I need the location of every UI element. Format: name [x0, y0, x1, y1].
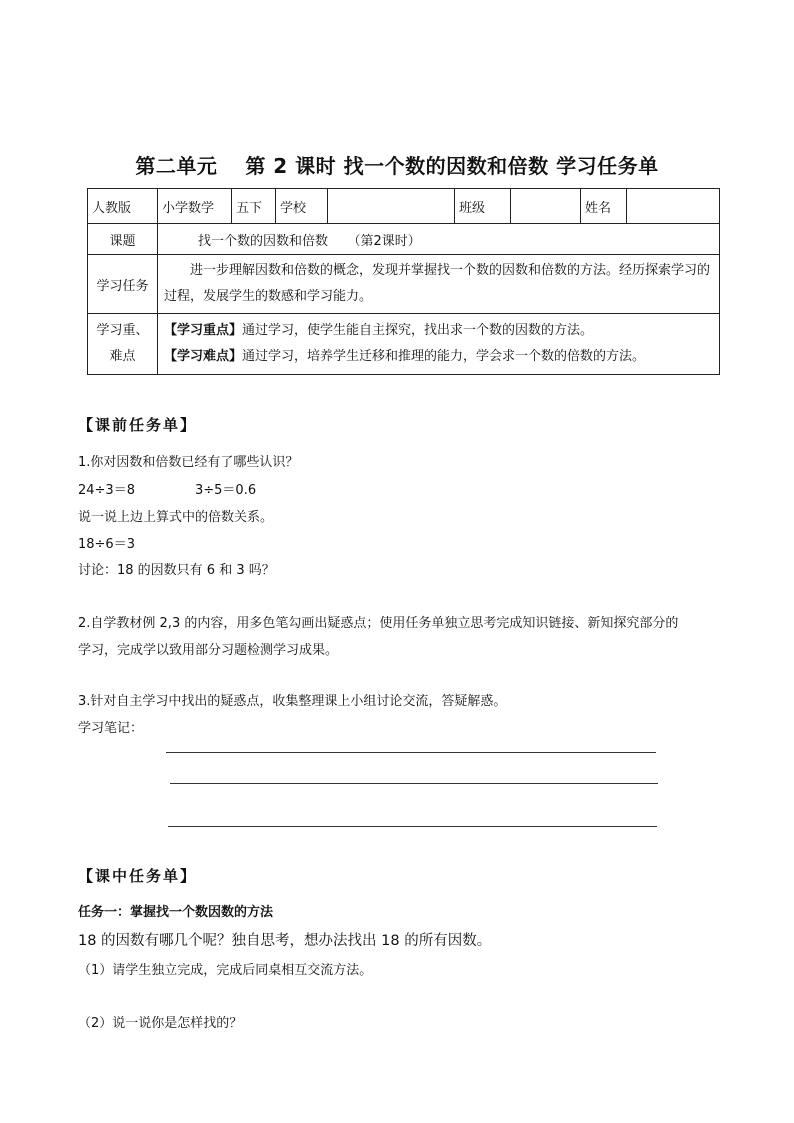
school-label: 学校	[276, 189, 328, 224]
name-label: 姓名	[581, 189, 627, 224]
difficult-point-tag: 【学习难点】	[164, 349, 243, 364]
grade-cell: 五下	[232, 189, 276, 224]
keypoints-label-line2: 难点	[109, 349, 136, 364]
table-row-keypoints	[88, 314, 720, 375]
notes-line-1[interactable]	[166, 752, 656, 753]
step-2: （2）说一说你是怎样找的？	[78, 1016, 243, 1031]
lesson-label: 课题	[88, 224, 158, 255]
subject-cell: 小学数学	[158, 189, 232, 224]
discussion-question: 讨论：18 的因数只有 6 和 3 吗？	[78, 563, 275, 578]
table-row-lesson	[88, 224, 720, 255]
pre-class-heading: 【课前任务单】	[78, 416, 198, 434]
document-title: 第二单元 第 2 课时 找一个数的因数和倍数 学习任务单	[135, 154, 659, 178]
step-1: （1）请学生独立完成，完成后同桌相互交流方法。	[78, 963, 373, 978]
pre-question-1: 1.你对因数和倍数已经有了哪些认识？	[78, 455, 299, 470]
key-point-line	[164, 318, 715, 344]
difficult-point-text: 通过学习，培养学生迁移和推理的能力，学会求一个数的倍数的方法。	[242, 349, 646, 364]
equation-1: 24÷3＝8	[78, 483, 135, 498]
notes-line-3[interactable]	[168, 826, 657, 827]
factor-question: 18 的因数有哪几个呢？独自思考，想办法找出 18 的所有因数。	[78, 933, 492, 949]
notes-label: 学习笔记：	[78, 721, 144, 736]
table-row-task	[88, 255, 720, 314]
say-relation: 说一说上边上算式中的倍数关系。	[78, 510, 274, 525]
lesson-value: 找一个数的因数和倍数 （第2课时）	[158, 224, 720, 255]
table-row-header	[88, 189, 720, 224]
school-field[interactable]	[328, 189, 455, 224]
task-label: 学习任务	[88, 255, 158, 314]
keypoints-value	[158, 314, 720, 375]
class-label: 班级	[455, 189, 511, 224]
info-table	[87, 188, 720, 375]
keypoints-label	[88, 314, 158, 375]
equation-2: 3÷5＝0.6	[195, 483, 257, 498]
class-field[interactable]	[511, 189, 581, 224]
equation-3: 18÷6＝3	[78, 537, 135, 552]
in-class-heading: 【课中任务单】	[78, 867, 198, 885]
key-point-text: 通过学习，使学生能自主探究，找出求一个数的因数的方法。	[242, 323, 594, 338]
edition-cell: 人教版	[88, 189, 158, 224]
notes-line-2[interactable]	[170, 783, 658, 784]
pre-question-2-line2: 学习，完成学以致用部分习题检测学习成果。	[78, 643, 339, 658]
name-field[interactable]	[627, 189, 720, 224]
keypoints-label-line1: 学习重、	[96, 323, 149, 338]
task-one-title: 任务一：掌握找一个数因数的方法	[78, 905, 274, 920]
difficult-point-line	[164, 344, 715, 370]
key-point-tag: 【学习重点】	[164, 323, 243, 338]
pre-question-3: 3.针对自主学习中找出的疑惑点，收集整理课上小组讨论交流，答疑解惑。	[78, 694, 507, 709]
task-value: 进一步理解因数和倍数的概念，发现并掌握找一个数的因数和倍数的方法。经历探索学习的过程，发展学生的数感和学习能力。	[158, 255, 720, 314]
pre-question-2-line1: 2.自学教材例 2,3 的内容，用多色笔勾画出疑惑点；使用任务单独立思考完成知识链接、新知探究部分的	[78, 616, 679, 631]
